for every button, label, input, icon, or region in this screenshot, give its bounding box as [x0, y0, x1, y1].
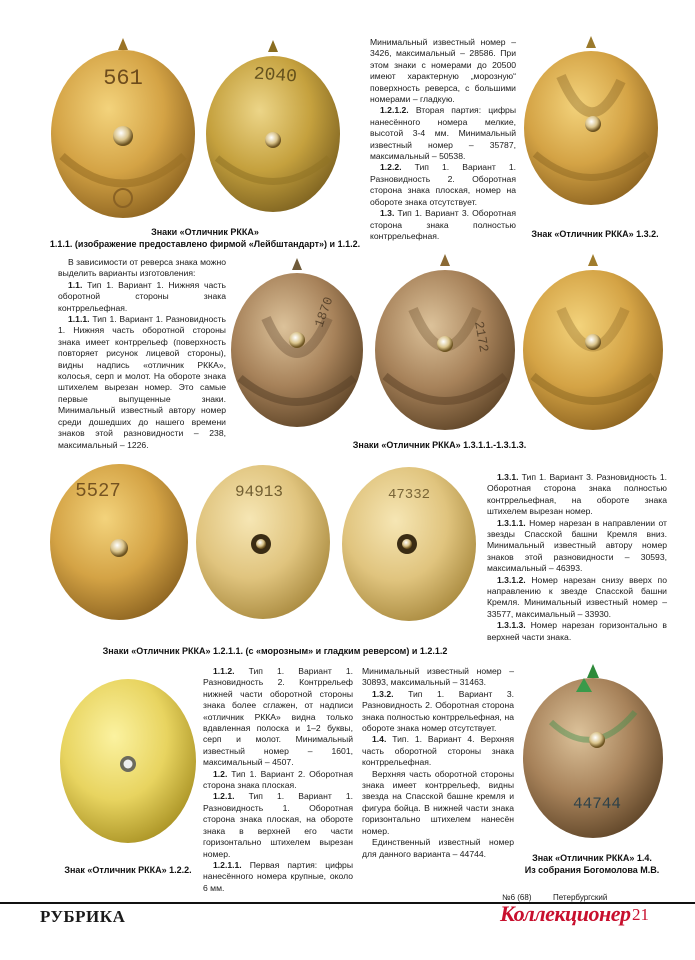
- paragraph: В зависимости от реверса знака можно выделить варианты изготовления:: [58, 257, 226, 279]
- badge-number-text: 1870: [311, 294, 337, 330]
- magazine-subtitle: Петербургский: [553, 893, 608, 902]
- caption-fig5: Знак «Отличник РККА» 1.2.2.: [64, 865, 192, 875]
- badge-number-text: 44744: [572, 795, 622, 813]
- badge-number-text: 2172: [471, 320, 492, 354]
- badge-photo-2040: [203, 40, 343, 215]
- paragraph: 1.1.1. Тип 1. Вариант 1. Разновидность 1. Нижняя часть оборотной стороны знака имеет контррельеф (поверхность повторяет рисунок лицевой стороны), видны надпись «отличник РККА», колосья, серп и молот. На обороте знака штихелем вырезан номер. Это самые первые выпущенные знаки. Минимальный известный автору номер среди дошедших до нашего времени знаков этой разновидности – 238, максимальный – 1226.: [58, 314, 226, 450]
- paragraph: 1.3.1.1. Номер нарезан в направлении от звезды Спасской башни Кремля вниз. Минимальный известный автору номер знаков этой разновидности – 30593, максимальный – 46393.: [487, 517, 667, 574]
- caption-fig6: [512, 852, 672, 876]
- badge-photo-5527: [48, 460, 191, 622]
- caption-fig3: Знаки «Отличник РККА» 1.3.1.1.-1.3.1.3.: [352, 440, 527, 450]
- paragraph: 1.4. Тип. 1. Вариант 4. Верхняя часть оборотной стороны знака контррельефная.: [362, 734, 514, 768]
- caption-fig4: Знаки «Отличник РККА» 1.2.1.1. (с «морозным» и гладким реверсом) и 1.2.1.2: [102, 646, 448, 656]
- paragraph: Минимальный известный номер – 30893, максимальный – 31463.: [362, 666, 514, 688]
- paragraph: Верхняя часть оборотной стороны знака имеет контррельеф, видны звезда на Спасской башне кремля и фигура бойца. В нижней части знака горизонтально штихелем нанесён номер.: [362, 768, 514, 836]
- text-top-mid: [370, 37, 516, 242]
- badge-number-text: 2040: [253, 64, 298, 88]
- caption-fig1: [40, 226, 370, 250]
- badge-number-text: 94913: [234, 483, 284, 501]
- text-right-mid: [487, 472, 667, 643]
- paragraph: Минимальный известный номер – 3426, максимальный – 28586. При этом знаки с номерами до 20500 имеют характерную „морозную“ поверхность реверса, с большими номерами – гладкую.: [370, 37, 516, 105]
- text-bottom-a: [203, 666, 353, 894]
- paragraph: 1.2.1.2. Вторая партия: цифры нанесённого номера мелкие, высотой 3-4 мм. Минимальный известный номер – 35787, максимальный – 50538.: [370, 105, 516, 162]
- paragraph: 1.2.1. Тип 1. Вариант 1. Разновидность 1. Оборотная сторона знака плоская, на обороте знака в верхней его части горизонтально штихелем вырезан номер.: [203, 791, 353, 859]
- badge-photo-1-3-1-1: [228, 258, 366, 430]
- badge-photo-1-4: [521, 662, 666, 842]
- paragraph: 1.3.1. Тип 1. Вариант 3. Разновидность 1. Оборотная сторона знака полностью контррельефная, на обороте знака штихелем вырезан номер.: [487, 472, 667, 517]
- caption-fig2: Знак «Отличник РККА» 1.3.2.: [531, 229, 659, 239]
- paragraph: Единственный известный номер для данного варианта – 44744.: [362, 837, 514, 859]
- paragraph: 1.3.1.2. Номер нарезан снизу вверх по направлению к звезде Спасской башни Кремля. Минимальный известный номер – 33577, максимальный – 33930.: [487, 574, 667, 619]
- badge-photo-1-3-2: [521, 36, 661, 208]
- badge-number-text: 561: [103, 66, 143, 91]
- badge-photo-1-2-2: [58, 676, 198, 846]
- badge-photo-47332: [339, 464, 479, 624]
- badge-number-text: 47332: [387, 487, 431, 503]
- paragraph: 1.3. Тип 1. Вариант 3. Оборотная сторона знака полностью контррельефная.: [370, 208, 516, 241]
- paragraph: 1.1. Тип 1. Вариант 1. Нижняя часть оборотной стороны знака контррельефная.: [58, 279, 226, 313]
- caption-detail: Из собрания Богомолова М.В.: [524, 865, 660, 875]
- caption-title: Знаки «Отличник РККА»: [151, 227, 259, 237]
- section-rubric: РУБРИКА: [40, 907, 126, 926]
- badge-photo-561: [48, 36, 198, 221]
- magazine-logo: Коллекционер: [500, 901, 631, 926]
- paragraph: 1.1.2. Тип 1. Вариант 1. Разновидность 2. Контррельеф нижней части оборотной стороны знака более сглажен, от надписи «отличник РККА» видна только вдавленная полоска и 1–2 буквы, серп и молот. Минимальный известный номер – 1601, максимальный – 4507.: [203, 666, 353, 768]
- paragraph: 1.2. Тип 1. Вариант 2. Оборотная сторона знака плоская.: [203, 768, 353, 791]
- text-left-col: [58, 257, 226, 451]
- badge-photo-1-3-1-3: [521, 254, 666, 432]
- paragraph: 1.3.2. Тип 1. Вариант 3. Разновидность 2. Оборотная сторона знака полностью контррельефная, на обороте знака номер отсутствует.: [362, 688, 514, 734]
- caption-title: Знак «Отличник РККА» 1.4.: [532, 853, 652, 863]
- page-number: 21: [632, 905, 649, 924]
- badge-photo-94913: [193, 462, 333, 622]
- text-bottom-b: [362, 666, 514, 860]
- badge-number-text: 5527: [75, 480, 121, 502]
- caption-detail: 1.1.1. (изображение предоставлено фирмой «Лейбштандарт») и 1.1.2.: [49, 239, 361, 249]
- paragraph: 1.2.2. Тип 1. Вариант 1. Разновидность 2. Оборотная сторона знака плоская, номер на обороте знака отсутствует.: [370, 162, 516, 207]
- issue-number: №6 (68): [502, 893, 532, 902]
- paragraph: 1.3.1.3. Номер нарезан горизонтально в верхней части знака.: [487, 620, 667, 642]
- paragraph: 1.2.1.1. Первая партия: цифры нанесённого номера крупные, около 6 мм.: [203, 859, 353, 893]
- badge-photo-1-3-1-2: [373, 254, 518, 432]
